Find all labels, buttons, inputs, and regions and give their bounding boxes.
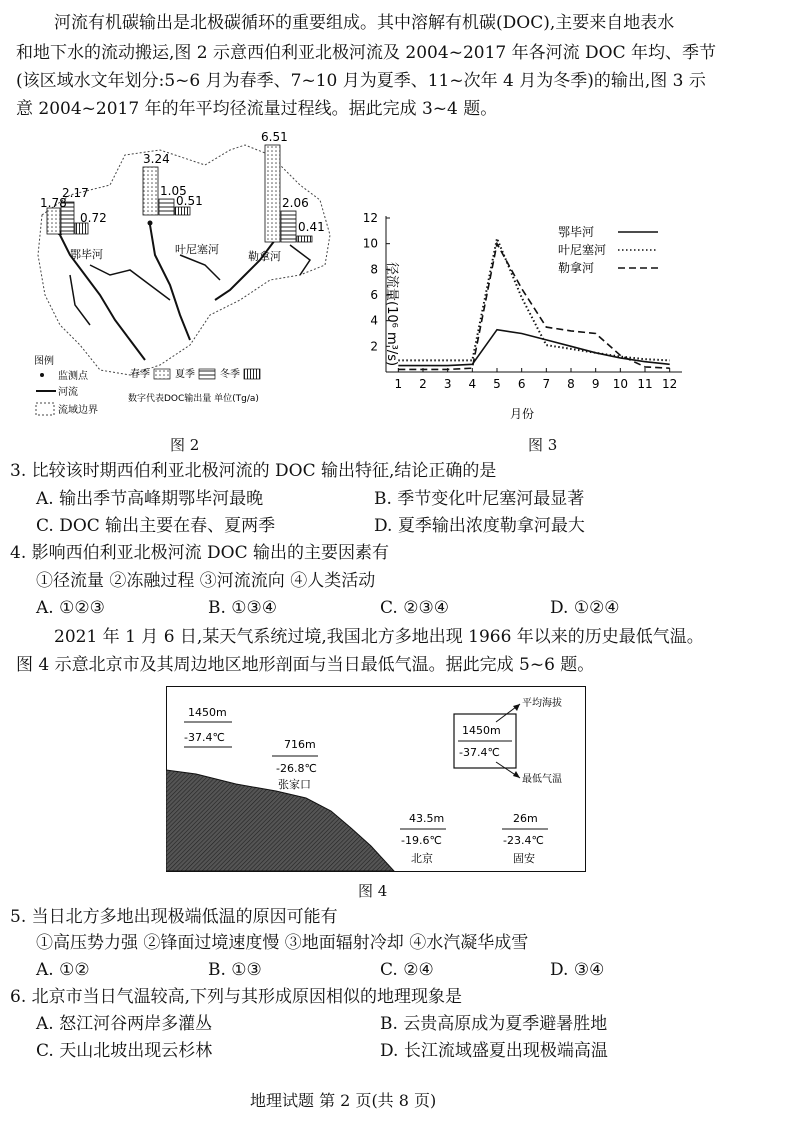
x-tick-label: 7	[542, 377, 551, 391]
q6-option-c[interactable]: C. 天山北坡出现云杉林	[36, 1041, 213, 1061]
station-2-alt: 716m	[284, 738, 316, 751]
legend-note: 数字代表DOC输出量 单位(Tg/a)	[128, 394, 259, 404]
lena-summer-value: 2.06	[282, 196, 309, 210]
y-tick-label: 10	[362, 236, 378, 251]
q4-option-b[interactable]: B. ①③④	[208, 598, 278, 618]
river-lena	[215, 240, 275, 300]
yenisei-spring-value: 3.24	[143, 152, 170, 166]
x-tick-label: 10	[612, 377, 628, 391]
q6-stem: 6. 北京市当日气温较高,下列与其形成原因相似的地理现象是	[10, 987, 463, 1007]
figure-3-caption: 图 3	[528, 436, 558, 454]
station-3-name: 北京	[411, 852, 433, 865]
y-tick-label: 2	[370, 339, 378, 354]
key-temp-label: 最低气温	[522, 774, 562, 785]
chart-ylabel: 径流量(10⁶ m³/s)	[384, 262, 399, 367]
q5-items: ①高压势力强 ②锋面过境速度慢 ③地面辐射冷却 ④水汽凝华成雪	[36, 933, 529, 953]
q3-option-a[interactable]: A. 输出季节高峰期鄂毕河最晚	[36, 489, 264, 509]
x-tick-label: 4	[468, 377, 477, 391]
x-tick-label: 8	[567, 377, 575, 391]
y-tick-label: 8	[370, 262, 378, 277]
q6-option-d[interactable]: D. 长江流域盛夏出现极端高温	[380, 1041, 608, 1061]
figure-4-caption: 图 4	[358, 882, 388, 900]
station-2-temp: -26.8℃	[276, 762, 317, 775]
q4-option-c[interactable]: C. ②③④	[380, 598, 449, 618]
obi-summer-value: 2.17	[62, 186, 89, 200]
lena-spring-value: 6.51	[261, 130, 288, 144]
q5-option-b[interactable]: B. ①③	[208, 960, 262, 980]
series-line	[398, 239, 669, 361]
series-line	[398, 244, 669, 370]
key-alt: 1450m	[462, 724, 501, 737]
key-alt-label: 平均海拔	[522, 698, 562, 709]
x-tick-label: 5	[493, 377, 501, 391]
obi-spring-value: 1.78	[40, 196, 67, 210]
y-tick-label: 12	[362, 211, 378, 225]
key-temp: -37.4℃	[459, 746, 500, 759]
x-tick-label: 3	[443, 377, 452, 391]
intro2-line-1: 2021 年 1 月 6 日,某天气系统过境,我国北方多地出现 1966 年以来的历史最低气温。	[54, 627, 704, 647]
x-tick-label: 6	[517, 377, 526, 391]
station-2-name: 张家口	[278, 778, 311, 791]
intro1-line-1: 河流有机碳输出是北极碳循环的重要组成。其中溶解有机碳(DOC),主要来自地表水	[54, 13, 675, 33]
q3-option-c[interactable]: C. DOC 输出主要在春、夏两季	[36, 516, 276, 536]
x-tick-label: 1	[394, 377, 403, 391]
q3-option-b[interactable]: B. 季节变化叶尼塞河最显著	[374, 489, 585, 509]
figure-4-profile	[166, 686, 586, 874]
figure-2-map	[30, 125, 350, 425]
q5-option-c[interactable]: C. ②④	[380, 960, 434, 980]
q5-option-d[interactable]: D. ③④	[550, 960, 605, 980]
yenisei-label: 叶尼塞河	[175, 243, 219, 256]
legend-spring: 春季	[130, 369, 150, 380]
obi-winter-value: 0.72	[80, 211, 107, 225]
station-4-alt: 26m	[513, 812, 538, 825]
x-tick-label: 9	[591, 377, 600, 391]
y-tick-label: 4	[370, 313, 378, 328]
chart-xlabel: 月份	[510, 407, 535, 421]
q5-stem: 5. 当日北方多地出现极端低温的原因可能有	[10, 907, 338, 927]
q5-option-a[interactable]: A. ①②	[36, 960, 90, 980]
intro2-line-2: 图 4 示意北京市及其周边地区地形剖面与当日最低气温。据此完成 5~6 题。	[16, 655, 595, 675]
station-4-name: 固安	[513, 852, 535, 865]
legend-winter: 冬季	[220, 369, 240, 380]
obi-label: 鄂毕河	[70, 248, 103, 261]
lena-label: 勒拿河	[248, 250, 281, 263]
legend-title: 图例	[34, 356, 54, 367]
q4-stem: 4. 影响西伯利亚北极河流 DOC 输出的主要因素有	[10, 543, 390, 563]
q6-option-b[interactable]: B. 云贵高原成为夏季避暑胜地	[380, 1014, 608, 1034]
page-footer: 地理试题 第 2 页(共 8 页)	[250, 1091, 437, 1110]
figure-3-chart	[340, 206, 700, 426]
station-1-name: 康保	[188, 752, 210, 765]
x-tick-label: 12	[662, 377, 678, 391]
station-3-alt: 43.5m	[409, 812, 445, 825]
legend-station: 监测点	[58, 371, 88, 382]
legend-label: 勒拿河	[558, 261, 595, 275]
q4-option-d[interactable]: D. ①②④	[550, 598, 620, 618]
q4-option-a[interactable]: A. ①②③	[36, 598, 105, 618]
legend-basin: 流域边界	[58, 405, 98, 416]
q4-items: ①径流量 ②冻融过程 ③河流流向 ④人类活动	[36, 571, 376, 591]
q3-option-d[interactable]: D. 夏季输出浓度勒拿河最大	[374, 516, 585, 536]
intro1-line-4: 意 2004~2017 年的年平均径流量过程线。据此完成 3~4 题。	[16, 99, 498, 119]
x-tick-label: 11	[637, 377, 653, 391]
station-4-temp: -23.4℃	[503, 834, 544, 847]
y-tick-label: 6	[370, 288, 378, 302]
legend-label: 叶尼塞河	[558, 243, 607, 257]
station-1-alt: 1450m	[188, 706, 227, 719]
yenisei-winter-value: 0.51	[176, 194, 203, 208]
intro1-line-2: 和地下水的流动搬运,图 2 示意西伯利亚北极河流及 2004~2017 年各河流 DOC 年均、季节	[16, 43, 716, 63]
intro1-line-3: (该区域水文年划分:5~6 月为春季、7~10 月为夏季、11~次年 4 月为冬季)的输出,图 3 示	[16, 71, 706, 91]
station-1-temp: -37.4℃	[184, 731, 225, 744]
q3-stem: 3. 比较该时期西伯利亚北极河流的 DOC 输出特征,结论正确的是	[10, 461, 497, 481]
x-tick-label: 2	[419, 377, 427, 391]
station-3-temp: -19.6℃	[401, 834, 442, 847]
lena-winter-value: 0.41	[298, 220, 325, 234]
legend-river: 河流	[58, 387, 78, 398]
legend-label: 鄂毕河	[558, 225, 595, 239]
yenisei-summer-value: 1.05	[160, 184, 187, 198]
figure-2-caption: 图 2	[170, 436, 200, 454]
q6-option-a[interactable]: A. 怒江河谷两岸多灌丛	[36, 1014, 213, 1034]
legend-summer: 夏季	[175, 369, 195, 380]
